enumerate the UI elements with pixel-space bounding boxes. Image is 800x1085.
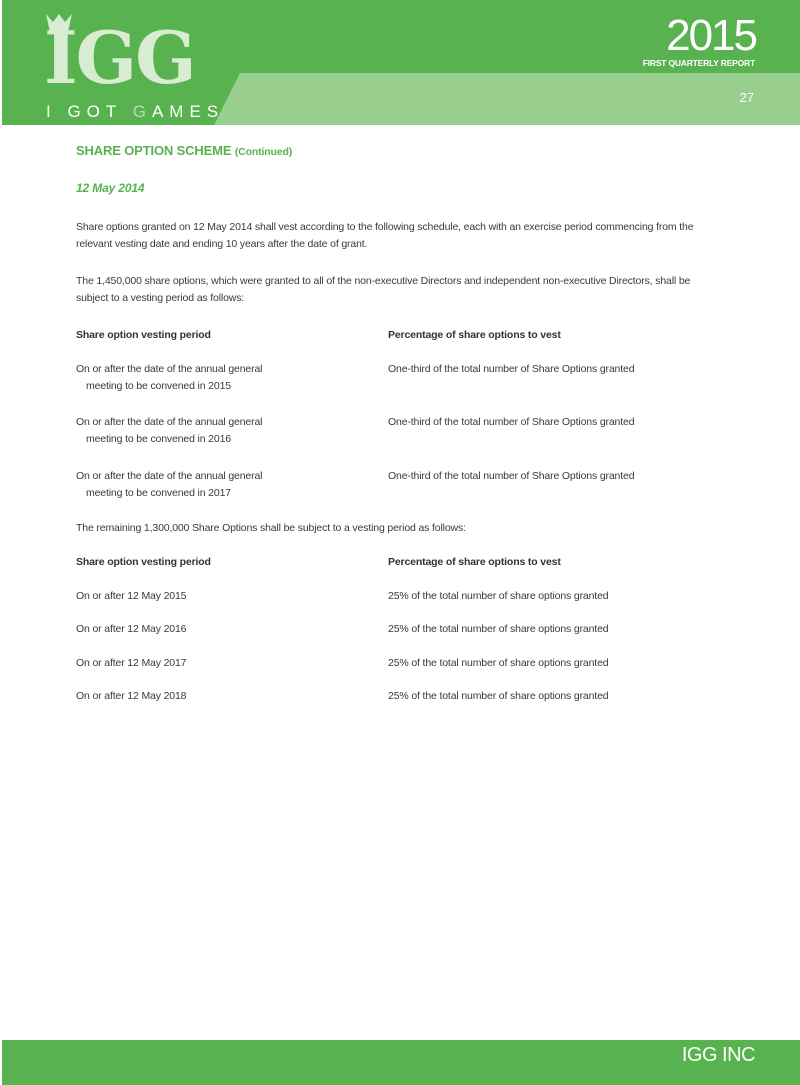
report-title: FIRST QUARTERLY REPORT [642, 58, 755, 68]
company-name: IGG INC [681, 1044, 755, 1066]
tagline-part: I GOT [46, 102, 133, 121]
section-title-text: SHARE OPTION SCHEME [76, 143, 232, 158]
percentage-text: 25% of the total number of share options granted [388, 657, 609, 669]
percentage-text: One-third of the total number of Share Options granted [388, 470, 635, 482]
section-title [76, 142, 292, 161]
period-text: On or after 12 May 2018 [76, 690, 187, 702]
logo-tagline [46, 102, 224, 122]
percentage-text: 25% of the total number of share options granted [388, 690, 609, 702]
percentage-text: 25% of the total number of share options granted [388, 590, 609, 602]
column-header: Share option vesting period [76, 556, 211, 568]
column-header: Percentage of share options to vest [388, 556, 561, 568]
report-year: 2015 [666, 11, 756, 60]
section-title-suffix: (Continued) [234, 146, 293, 158]
period-text: On or after 12 May 2017 [76, 657, 187, 669]
period-text: On or after the date of the annual general [76, 363, 263, 375]
period-text: On or after the date of the annual general [76, 470, 263, 482]
column-header: Share option vesting period [76, 329, 211, 341]
section-subtitle: 12 May 2014 [76, 181, 145, 195]
paragraph: The 1,450,000 share options, which were granted to all of the non-executive Directors and independent non-executive Directors, shall be subject to a vesting period as follows: [76, 275, 691, 304]
period-text: On or after 12 May 2016 [76, 623, 187, 635]
paragraph: The remaining 1,300,000 Share Options shall be subject to a vesting period as follows: [76, 522, 466, 534]
tagline-part: AMES [151, 102, 225, 121]
percentage-text: 25% of the total number of share options granted [388, 623, 609, 635]
period-text: meeting to be convened in 2015 [86, 380, 231, 392]
column-header: Percentage of share options to vest [388, 329, 561, 341]
period-text: On or after the date of the annual general [76, 416, 263, 428]
percentage-text: One-third of the total number of Share Options granted [388, 363, 635, 375]
page-number: 27 [739, 90, 754, 105]
percentage-text: One-third of the total number of Share Options granted [388, 416, 635, 428]
igg-logo: IGG [44, 15, 195, 100]
period-text: meeting to be convened in 2016 [86, 433, 231, 445]
tagline-part: G [132, 102, 152, 121]
paragraph: Share options granted on 12 May 2014 shall vest according to the following schedule, each with an exercise period commencing from the relevant vesting date and ending 10 years after the date of grant. [76, 221, 694, 250]
period-text: meeting to be convened in 2017 [86, 487, 231, 499]
period-text: On or after 12 May 2015 [76, 590, 187, 602]
page-header [2, 0, 800, 125]
page-footer [2, 1040, 800, 1085]
